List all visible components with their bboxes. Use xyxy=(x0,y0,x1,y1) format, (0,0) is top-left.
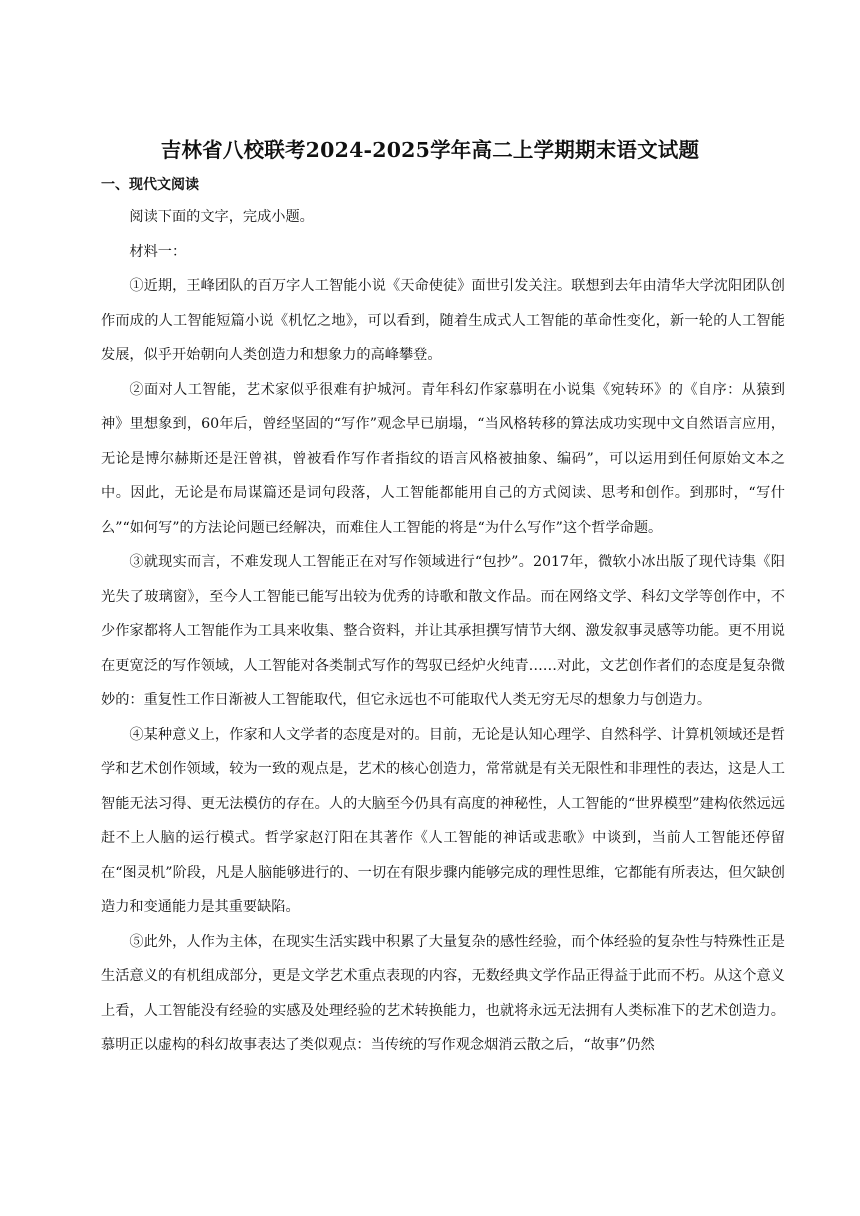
paragraph-5: ⑤此外，人作为主体，在现实生活实践中积累了大量复杂的感性经验，而个体经验的复杂性与特殊性正是生活意义的有机组成部分，更是文学艺术重点表现的内容，无数经典文学作品正得益于此而不朽。从这个意义上看，人工智能没有经验的实感及处理经验的艺术转换能力，也就将永远无法拥有人类标准下的艺术创造力。慕明正以虚构的科幻故事表达了类似观点：当传统的写作观念烟消云散之后，“故事”仍然 xyxy=(101,933,785,1053)
paragraph-4: ④某种意义上，作家和人文学者的态度是对的。目前，无论是认知心理学、自然科学、计算机领域还是哲学和艺术创作领域，较为一致的观点是，艺术的核心创造力，常常就是有关无限性和非理性的表达，这是人工智能无法习得、更无法模仿的存在。人的大脑至今仍具有高度的神秘性，人工智能的“世界模型”建构依然远远赶不上人脑的运行模式。哲学家赵汀阳在其著作《人工智能的神话或悲歌》中谈到，当前人工智能还停留在“图灵机”阶段，凡是人脑能够进行的、一切在有限步骤内能够完成的理性思维，它都能有所表达，但欠缺创造力和变通能力是其重要缺陷。 xyxy=(101,726,785,915)
paragraph-2: ②面对人工智能，艺术家似乎很难有护城河。青年科幻作家慕明在小说集《宛转环》的《自序：从猿到神》里想象到，60年后，曾经坚固的“写作”观念早已崩塌，“当风格转移的算法成功实现中文自然语言应用，无论是博尔赫斯还是汪曾祺，曾被看作写作者指纹的语言风格被抽象、编码”，可以运用到任何原始文本之中。因此，无论是布局谋篇还是词句段落，人工智能都能用自己的方式阅读、思考和创作。到那时，“写什么”“如何写”的方法论问题已经解决，而难住人工智能的将是“为什么写作”这个哲学命题。 xyxy=(101,381,785,536)
instruction-text: 阅读下面的文字，完成小题。 xyxy=(129,209,314,225)
body-text xyxy=(101,200,785,1063)
section-heading: 一、现代文阅读 xyxy=(101,177,199,193)
material-label: 材料一： xyxy=(129,243,187,260)
paragraph-1: ①近期，王峰团队的百万字人工智能小说《天命使徒》面世引发关注。联想到去年由清华大学沈阳团队创作而成的人工智能短篇小说《机忆之地》，可以看到，随着生成式人工智能的革命性变化，新一轮的人工智能发展，似乎开始朝向人类创造力和想象力的高峰攀登。 xyxy=(101,278,785,363)
document-title: 吉林省八校联考2024-2025学年高二上学期期末语文试题 xyxy=(160,138,700,162)
paragraph-3: ③就现实而言，不难发现人工智能正在对写作领域进行“包抄”。2017年，微软小冰出版了现代诗集《阳光失了玻璃窗》，至今人工智能已能写出较为优秀的诗歌和散文作品。而在网络文学、科幻文学等创作中，不少作家都将人工智能作为工具来收集、整合资料，并让其承担撰写情节大纲、激发叙事灵感等功能。更不用说在更宽泛的写作领域，人工智能对各类制式写作的驾驭已经炉火纯青……对此，文艺创作者们的态度是复杂微妙的：重复性工作日渐被人工智能取代，但它永远也不可能取代人类无穷无尽的想象力与创造力。 xyxy=(101,554,785,708)
